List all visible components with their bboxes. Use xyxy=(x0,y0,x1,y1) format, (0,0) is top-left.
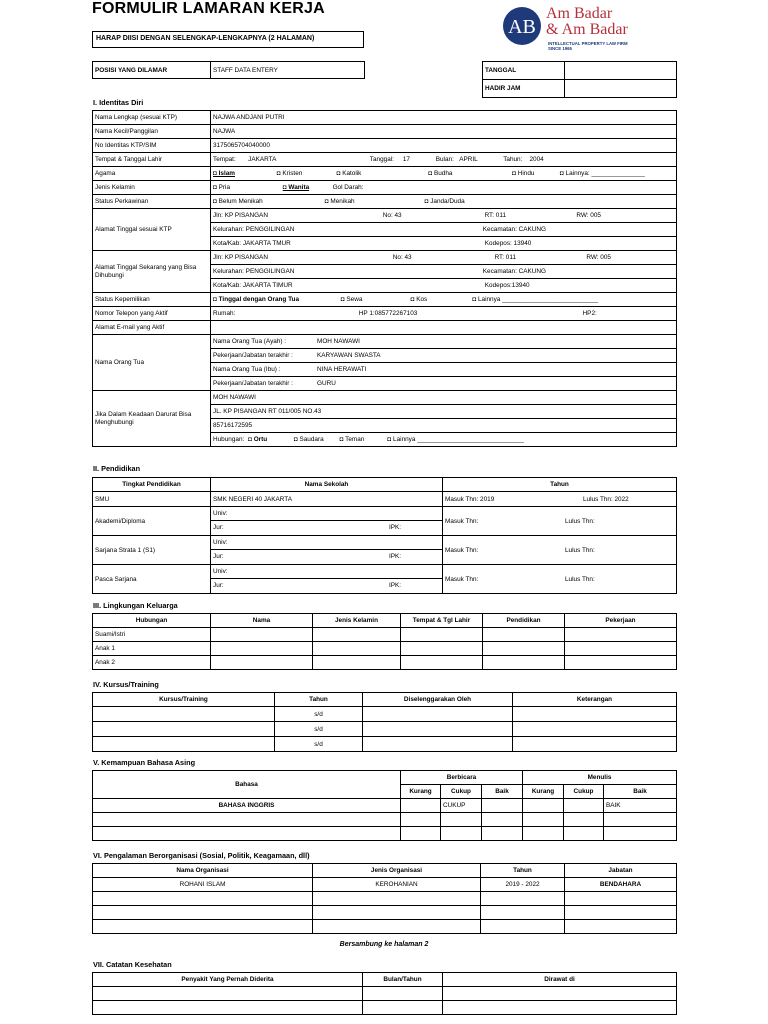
cur-addr-street-row[interactable] xyxy=(211,251,677,265)
full-name-value[interactable]: NAJWA ANDJANI PUTRI xyxy=(211,111,677,125)
org-cell[interactable] xyxy=(565,892,677,906)
course-cell[interactable] xyxy=(93,737,275,752)
section-education: II. Pendidikan xyxy=(93,464,141,473)
lang-level-header: Baik xyxy=(482,785,523,799)
org-cell[interactable] xyxy=(481,920,565,934)
full-name-label: Nama Lengkap (sesuai KTP) xyxy=(93,111,211,125)
edu-s1-ipk: IPK: xyxy=(389,553,402,560)
edu-diploma-school[interactable] xyxy=(211,507,443,536)
ktp-rw: RW: 005 xyxy=(576,212,601,219)
mother-job-label: Pekerjaan/Jabatan terakhir : xyxy=(213,380,293,387)
birth-year-label: Tahun: xyxy=(503,156,523,163)
table-row xyxy=(93,642,677,656)
table-row xyxy=(93,737,677,752)
org-cell[interactable] xyxy=(93,906,313,920)
nick-label: Nama Kecil/Panggilan xyxy=(93,125,211,139)
course-cell[interactable] xyxy=(93,722,275,737)
health-cell[interactable] xyxy=(443,1001,677,1015)
org-cell[interactable] xyxy=(93,920,313,934)
edu-smu-in: Masuk Thn: 2019 xyxy=(445,495,495,503)
cur-kel: Kelurahan: PENGGILINGAN xyxy=(213,268,295,275)
cur-addr-label: Alamat Tinggal Sekarang yang Bisa Dihubungi xyxy=(93,251,211,293)
course-header-note: Keterangan xyxy=(513,693,677,707)
course-cell[interactable] xyxy=(513,707,677,722)
position-value[interactable]: STAFF DATA ENTERY xyxy=(211,62,365,79)
ktp-kel: Kelurahan: PENGGILINGAN xyxy=(213,226,295,233)
gender-female[interactable]: ◘ Wanita xyxy=(282,184,310,191)
cur-street: Jln: KP PISANGAN xyxy=(213,254,268,261)
course-cell[interactable] xyxy=(513,722,677,737)
ktp-addr-city-row[interactable] xyxy=(211,237,677,251)
edu-s1-jur: Jur: xyxy=(213,553,224,560)
org-cell[interactable] xyxy=(93,892,313,906)
table-row xyxy=(93,628,677,642)
ktp-addr-street-row[interactable] xyxy=(211,209,677,223)
phone-hp: HP 1:085772267103 xyxy=(358,310,418,317)
relation-other[interactable]: ◘ Lainnya ______________________________ xyxy=(387,436,524,443)
edu-smu-out: Lulus Thn: 2022 xyxy=(583,495,629,503)
fam-cell[interactable] xyxy=(483,642,565,656)
ktp-street: Jln: KP PISANGAN xyxy=(213,212,268,219)
org-year[interactable]: 2019 - 2022 xyxy=(481,878,565,892)
cur-zip: Kodepos:13940 xyxy=(484,282,530,289)
logo-wordmark xyxy=(546,6,628,38)
lang-cell[interactable] xyxy=(401,813,441,827)
org-role[interactable]: BENDAHARA xyxy=(565,878,677,892)
edu-diploma-ipk: IPK: xyxy=(389,524,402,531)
religion-islam[interactable]: ◘ Islam xyxy=(213,170,235,177)
health-cell[interactable] xyxy=(93,1001,363,1015)
relation-parents[interactable]: ◘ Ortu xyxy=(248,436,268,443)
lang-cell[interactable] xyxy=(482,827,523,841)
edu-pasca-in: Masuk Thn: xyxy=(445,575,479,583)
org-header-name: Nama Organisasi xyxy=(93,864,313,878)
fam-row-label: Anak 2 xyxy=(93,656,211,670)
mother-job-value: GURU xyxy=(317,380,336,387)
org-cell[interactable] xyxy=(565,906,677,920)
gender-label: Jenis Kelamin xyxy=(93,181,211,195)
fam-cell[interactable] xyxy=(401,642,483,656)
cur-addr-kel-row[interactable] xyxy=(211,265,677,279)
birth-month: APRIL xyxy=(459,156,478,163)
edu-diploma-jur: Jur: xyxy=(213,524,224,531)
lang-header-lang: Bahasa xyxy=(93,771,401,799)
religion-katolik[interactable]: ◘ Katolik xyxy=(336,170,362,177)
birth-month-label: Bulan: xyxy=(435,156,454,163)
id-value[interactable]: 3175065704040000 xyxy=(211,139,677,153)
marital-single[interactable]: ◘ Belum Menikah xyxy=(213,198,263,205)
ktp-rt: RT: 011 xyxy=(484,212,506,219)
emergency-phone[interactable]: 85716172595 xyxy=(211,419,677,433)
birth-date-label: Tanggal: xyxy=(369,156,394,163)
lang-level-header: Kurang xyxy=(401,785,441,799)
id-label: No Identitas KTP/SIM xyxy=(93,139,211,153)
lang-cell[interactable] xyxy=(564,799,604,813)
fam-cell[interactable] xyxy=(565,656,677,670)
fam-cell[interactable] xyxy=(565,642,677,656)
ownership-kos[interactable]: ◘ Kos xyxy=(410,296,428,303)
edu-s1-years[interactable] xyxy=(443,536,677,565)
fam-cell[interactable] xyxy=(401,656,483,670)
lang-level-header: Cukup xyxy=(564,785,604,799)
religion-label: Agama xyxy=(93,167,211,181)
religion-kristen[interactable]: ◘ Kristen xyxy=(276,170,303,177)
lang-cell[interactable] xyxy=(604,827,677,841)
fam-header-edu: Pendidikan xyxy=(483,614,565,628)
education-table xyxy=(92,477,677,594)
phone-hp2: HP2: xyxy=(582,310,597,317)
lang-write-value[interactable]: BAIK xyxy=(604,799,677,813)
lang-cell[interactable] xyxy=(523,813,564,827)
emergency-addr[interactable]: JL. KP PISANGAN RT 011/005 NO.43 xyxy=(211,405,677,419)
religion-other[interactable]: ◘ Lainnya: _______________ xyxy=(559,170,645,177)
course-year-sd[interactable]: s/d xyxy=(275,737,363,752)
section-org: VI. Pengalaman Berorganisasi (Sosial, Politik, Keagamaan, dll) xyxy=(93,851,310,860)
lang-cell[interactable] xyxy=(564,827,604,841)
org-cell[interactable] xyxy=(481,892,565,906)
ownership-other[interactable]: ◘ Lainnya ___________________________ xyxy=(472,296,599,303)
relation-label: Hubungan: xyxy=(213,436,245,443)
date-label: TANGGAL xyxy=(483,62,565,80)
edu-s1-label: Sarjana Strata 1 (S1) xyxy=(93,536,211,565)
org-cell[interactable] xyxy=(313,920,481,934)
edu-diploma-in: Masuk Thn: xyxy=(445,517,479,525)
lang-speak-value[interactable]: CUKUP xyxy=(441,799,482,813)
language-table xyxy=(92,770,677,841)
gender-male[interactable]: ◘ Pria xyxy=(213,184,231,191)
company-logo xyxy=(502,4,678,56)
ktp-no: No: 43 xyxy=(382,212,402,219)
marital-married[interactable]: ◘ Menikah xyxy=(324,198,355,205)
lang-cell[interactable] xyxy=(564,813,604,827)
religion-hindu[interactable]: ◘ Hindu xyxy=(512,170,535,177)
course-cell[interactable] xyxy=(93,707,275,722)
course-header-year: Tahun xyxy=(275,693,363,707)
edu-pasca-school[interactable] xyxy=(211,565,443,594)
logo-line-2: & Am Badar xyxy=(546,21,628,38)
ktp-addr-label: Alamat Tinggal sesuai KTP xyxy=(93,209,211,251)
fam-row-label: Suami/Istri xyxy=(93,628,211,642)
phone-home-label: Rumah: xyxy=(213,310,236,317)
marital-options xyxy=(211,195,677,209)
lang-cell[interactable] xyxy=(482,813,523,827)
email-value[interactable] xyxy=(211,321,677,335)
fam-header-name: Nama xyxy=(211,614,313,628)
table-row xyxy=(93,813,677,827)
attend-label: HADIR JAM xyxy=(483,80,565,98)
org-table xyxy=(92,863,677,934)
birth-date: 17 xyxy=(402,156,410,163)
fam-cell[interactable] xyxy=(313,656,401,670)
table-row xyxy=(93,906,677,920)
marital-widow[interactable]: ◘ Janda/Duda xyxy=(424,198,465,205)
ownership-parents[interactable]: ◘ Tinggal dengan Orang Tua xyxy=(213,296,299,303)
ktp-kec: Kecamatan: CAKUNG xyxy=(482,226,547,233)
edu-pasca-univ: Univ: xyxy=(211,565,442,579)
cur-no: No: 43 xyxy=(392,254,412,261)
ktp-zip: Kodepos: 13940 xyxy=(484,240,532,247)
edu-header-level: Tingkat Pendidikan xyxy=(93,478,211,492)
lang-cell[interactable] xyxy=(523,827,564,841)
father-label: Nama Orang Tua (Ayah) : xyxy=(213,338,287,345)
logo-subtitle xyxy=(548,41,628,51)
section-family: III. Lingkungan Keluarga xyxy=(93,601,178,610)
course-header-org: Diselenggarakan Oleh xyxy=(363,693,513,707)
ownership-options xyxy=(211,293,677,307)
fam-row-label: Anak 1 xyxy=(93,642,211,656)
edu-diploma-years[interactable] xyxy=(443,507,677,536)
lang-header-write: Menulis xyxy=(523,771,677,785)
lang-cell[interactable] xyxy=(604,813,677,827)
course-cell[interactable] xyxy=(513,737,677,752)
lang-cell[interactable] xyxy=(482,799,523,813)
fam-cell[interactable] xyxy=(401,628,483,642)
course-header-name: Kursus/Training xyxy=(93,693,275,707)
phone-value[interactable] xyxy=(211,307,677,321)
health-cell[interactable] xyxy=(363,1001,443,1015)
continued-note: Bersambung ke halaman 2 xyxy=(339,941,429,948)
emergency-label: Jika Dalam Keadaan Darurat Bisa Menghubungi xyxy=(93,391,211,447)
edu-header-year: Tahun xyxy=(443,478,677,492)
edu-pasca-out: Lulus Thn: xyxy=(565,575,595,583)
edu-s1-school[interactable] xyxy=(211,536,443,565)
father-value: MOH NAWAWI xyxy=(317,338,360,345)
edu-smu-school[interactable]: SMK NEGERI 40 JAKARTA xyxy=(211,492,443,507)
edu-diploma-out: Lulus Thn: xyxy=(565,517,595,525)
marital-label: Status Perkawinan xyxy=(93,195,211,209)
ownership-rent[interactable]: ◘ Sewa xyxy=(340,296,363,303)
org-cell[interactable] xyxy=(565,920,677,934)
course-year-sd[interactable]: s/d xyxy=(275,722,363,737)
father-row[interactable] xyxy=(211,335,677,349)
course-cell[interactable] xyxy=(363,722,513,737)
phone-label: Nomor Telepon yang Aktif xyxy=(93,307,211,321)
emergency-name[interactable]: MOH NAWAWI xyxy=(211,391,677,405)
edu-diploma-univ: Univ: xyxy=(211,507,442,521)
birth-value[interactable] xyxy=(211,153,677,167)
org-header-year: Tahun xyxy=(481,864,565,878)
nick-value[interactable]: NAJWA xyxy=(211,125,677,139)
fam-cell[interactable] xyxy=(565,628,677,642)
section-language: V. Kemampuan Bahasa Asing xyxy=(93,758,196,767)
cur-rt: RT: 011 xyxy=(494,254,516,261)
course-year-sd[interactable]: s/d xyxy=(275,707,363,722)
fam-cell[interactable] xyxy=(211,628,313,642)
table-row xyxy=(93,892,677,906)
mother-value: NINA HERAWATI xyxy=(317,366,367,373)
table-row xyxy=(93,1001,677,1015)
birth-label: Tempat & Tanggal Lahir xyxy=(93,153,211,167)
table-row xyxy=(93,656,677,670)
attend-field[interactable] xyxy=(565,80,677,98)
cur-city: Kota/Kab: JAKARTA TIMUR xyxy=(213,282,293,289)
email-label: Alamat E-mail yang Aktif xyxy=(93,321,211,335)
logo-emblem-icon xyxy=(502,6,544,46)
ownership-label: Status Kepemilikan xyxy=(93,293,211,307)
health-cell[interactable] xyxy=(93,987,363,1001)
edu-pasca-ipk: IPK: xyxy=(389,582,402,589)
family-table xyxy=(92,613,677,670)
edu-smu-label: SMU xyxy=(93,492,211,507)
edu-pasca-years[interactable] xyxy=(443,565,677,594)
birth-year: 2004 xyxy=(529,156,544,163)
logo-sub-2: SINCE 1965 xyxy=(548,46,572,51)
lang-cell[interactable] xyxy=(401,827,441,841)
gender-options xyxy=(211,181,677,195)
birth-place-label: Tempat: xyxy=(213,156,236,163)
instruction-box: HARAP DIISI DENGAN SELENGKAP-LENGKAPNYA (2 HALAMAN) xyxy=(92,31,364,48)
lang-cell[interactable] xyxy=(93,827,401,841)
relation-friend[interactable]: ◘ Teman xyxy=(339,436,365,443)
section-health: VII. Catatan Kesehatan xyxy=(93,960,172,969)
lang-level-header: Kurang xyxy=(523,785,564,799)
course-cell[interactable] xyxy=(363,707,513,722)
relation-row xyxy=(211,433,677,447)
table-row xyxy=(93,799,677,813)
lang-cell[interactable] xyxy=(523,799,564,813)
ktp-addr-kel-row[interactable] xyxy=(211,223,677,237)
fam-cell[interactable] xyxy=(313,628,401,642)
religion-options xyxy=(211,167,677,181)
edu-diploma-label: Akademi/Diploma xyxy=(93,507,211,536)
fam-header-relation: Hubungan xyxy=(93,614,211,628)
fam-cell[interactable] xyxy=(313,642,401,656)
table-row xyxy=(93,920,677,934)
health-table xyxy=(92,972,677,1015)
cur-kec: Kecamatan: CAKUNG xyxy=(482,268,547,275)
lang-level-header: Cukup xyxy=(441,785,482,799)
edu-header-school: Nama Sekolah xyxy=(211,478,443,492)
fam-cell[interactable] xyxy=(211,656,313,670)
mother-label: Nama Orang Tua (Ibu) : xyxy=(213,366,281,373)
father-job-row[interactable] xyxy=(211,349,677,363)
table-row xyxy=(93,707,677,722)
parents-label: Nama Orang Tua xyxy=(93,335,211,391)
logo-sub-1: INTELLECTUAL PROPERTY LAW FIRM xyxy=(548,41,628,46)
lang-cell[interactable] xyxy=(441,813,482,827)
father-job-label: Pekerjaan/Jabatan terakhir : xyxy=(213,352,293,359)
logo-mark: AB xyxy=(508,16,536,38)
org-header-role: Jabatan xyxy=(565,864,677,878)
edu-s1-in: Masuk Thn: xyxy=(445,546,479,554)
lang-name[interactable]: BAHASA INGGRIS xyxy=(93,799,401,813)
org-name[interactable]: ROHANI ISLAM xyxy=(93,878,313,892)
fam-cell[interactable] xyxy=(483,656,565,670)
health-header-disease: Penyakit Yang Pernah Diderita xyxy=(93,973,363,987)
org-cell[interactable] xyxy=(313,906,481,920)
blood-label: Gol Darah: xyxy=(332,184,364,191)
edu-s1-univ: Univ: xyxy=(211,536,442,550)
position-table xyxy=(92,61,365,79)
relation-sibling[interactable]: ◘ Saudara xyxy=(293,436,324,443)
org-cell[interactable] xyxy=(481,906,565,920)
health-cell[interactable] xyxy=(443,987,677,1001)
fam-header-birth: Tempat & Tgl Lahir xyxy=(401,614,483,628)
mother-row[interactable] xyxy=(211,363,677,377)
edu-pasca-jur: Jur: xyxy=(213,582,224,589)
org-header-type: Jenis Organisasi xyxy=(313,864,481,878)
lang-level-header: Baik xyxy=(604,785,677,799)
father-job-value: KARYAWAN SWASTA xyxy=(317,352,381,359)
health-header-place: Dirawat di xyxy=(443,973,677,987)
identity-table xyxy=(92,110,677,447)
edu-smu-years[interactable] xyxy=(443,492,677,507)
lang-cell[interactable] xyxy=(441,827,482,841)
birth-place: JAKARTA xyxy=(248,156,276,163)
health-cell[interactable] xyxy=(363,987,443,1001)
table-row xyxy=(93,987,677,1001)
lang-cell[interactable] xyxy=(93,813,401,827)
fam-header-gender: Jenis Kelamin xyxy=(313,614,401,628)
ktp-city: Kota/Kab: JAKARTA TMUR xyxy=(213,240,291,247)
fam-cell[interactable] xyxy=(483,628,565,642)
section-courses: IV. Kursus/Training xyxy=(93,680,159,689)
mother-job-row[interactable] xyxy=(211,377,677,391)
logo-line-1: Am Badar xyxy=(546,5,613,22)
health-header-date: Bulan/Tahun xyxy=(363,973,443,987)
courses-table xyxy=(92,692,677,752)
org-cell[interactable] xyxy=(313,892,481,906)
edu-s1-out: Lulus Thn: xyxy=(565,546,595,554)
lang-cell[interactable] xyxy=(401,799,441,813)
religion-budha[interactable]: ◘ Budha xyxy=(428,170,453,177)
cur-rw: RW: 005 xyxy=(586,254,611,261)
table-row xyxy=(93,878,677,892)
course-cell[interactable] xyxy=(363,737,513,752)
section-identity: I. Identitas Diri xyxy=(93,98,144,107)
table-row xyxy=(93,827,677,841)
org-type[interactable]: KEROHANIAN xyxy=(313,878,481,892)
position-label: POSISI YANG DILAMAR xyxy=(93,62,211,79)
lang-header-speak: Berbicara xyxy=(401,771,523,785)
edu-pasca-label: Pasca Sarjana xyxy=(93,565,211,594)
fam-header-job: Pekerjaan xyxy=(565,614,677,628)
date-field[interactable] xyxy=(565,62,677,80)
table-row xyxy=(93,722,677,737)
fam-cell[interactable] xyxy=(211,642,313,656)
date-table xyxy=(482,61,677,98)
cur-addr-city-row[interactable] xyxy=(211,279,677,293)
form-title: FORMULIR LAMARAN KERJA xyxy=(92,0,325,17)
